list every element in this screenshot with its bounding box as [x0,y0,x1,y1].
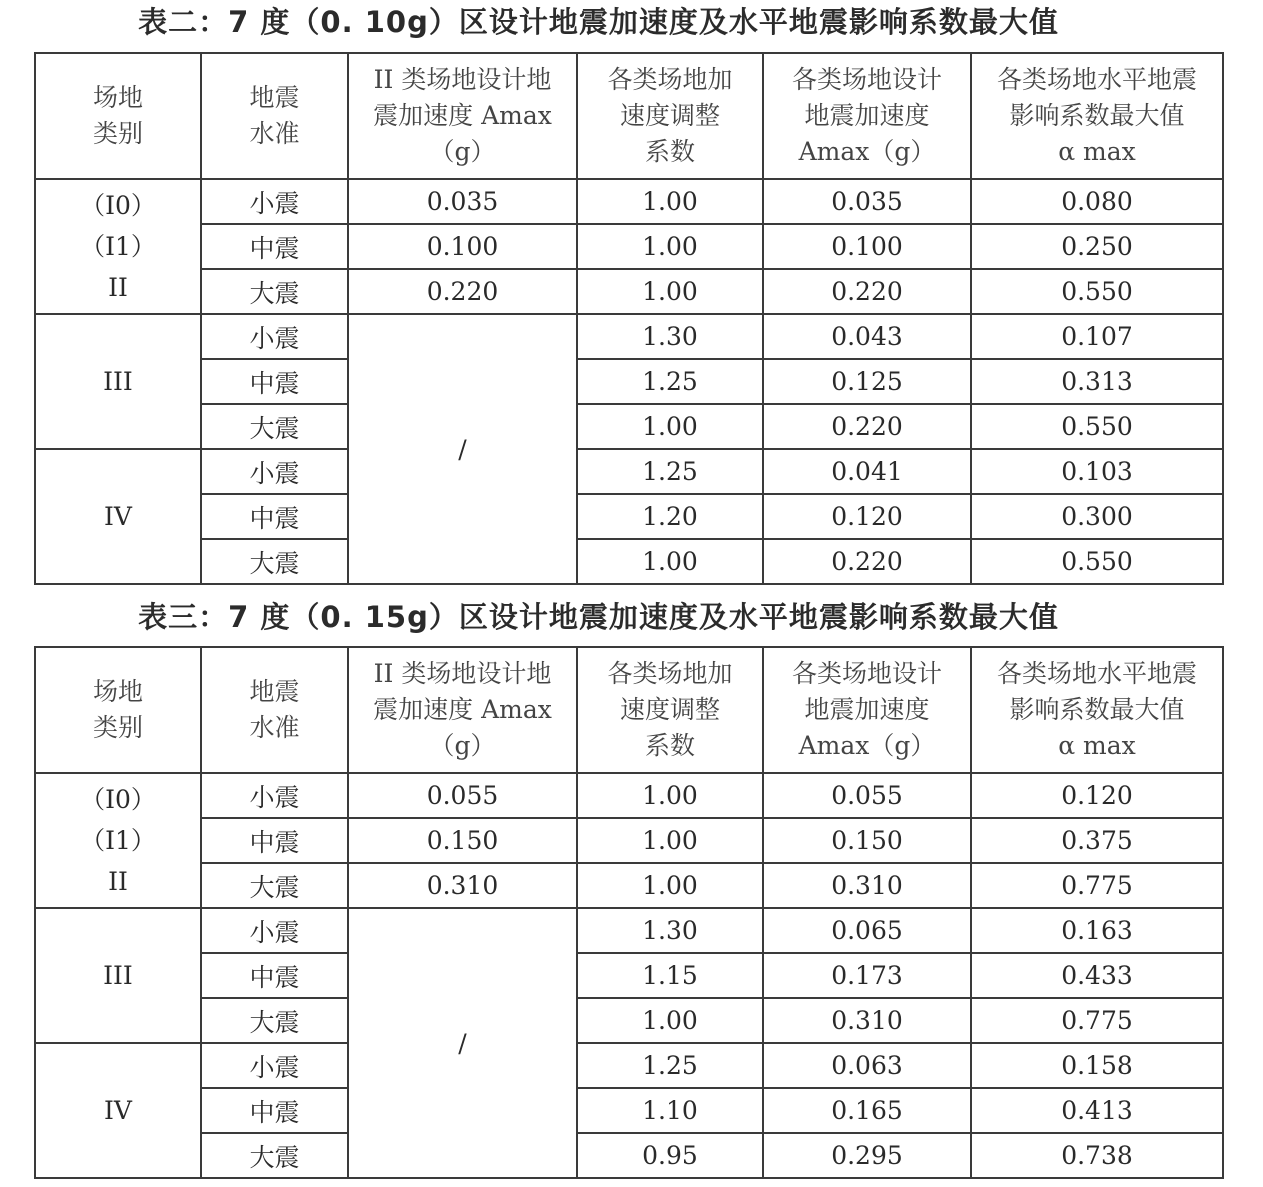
design-amax-cell: 0.125 [763,359,971,404]
alpha-max-cell: 0.738 [971,1133,1223,1178]
design-amax-cell: 0.310 [763,863,971,908]
class2-amax-cell: 0.220 [348,269,577,314]
table-row [35,818,1223,863]
seismic-level-cell: 中震 [201,359,348,404]
site-class-cell: （I0） （I1） II [35,773,201,908]
table-row [35,773,1223,818]
adjust-factor-cell: 1.25 [577,359,763,404]
table-row [35,908,1223,953]
seismic-level-cell: 中震 [201,818,348,863]
alpha-max-cell: 0.775 [971,998,1223,1043]
adjust-factor-cell: 1.15 [577,953,763,998]
design-amax-cell: 0.065 [763,908,971,953]
seismic-level-cell: 大震 [201,539,348,584]
table-row [35,404,1223,449]
alpha-max-cell: 0.107 [971,314,1223,359]
design-amax-cell: 0.035 [763,179,971,224]
table-row [35,224,1223,269]
table-row [35,494,1223,539]
alpha-max-cell: 0.550 [971,539,1223,584]
table-row [35,179,1223,224]
table-row [35,269,1223,314]
seismic-level-cell: 大震 [201,998,348,1043]
adjust-factor-cell: 1.00 [577,224,763,269]
header-design-amax: 各类场地设计 地震加速度 Amax（g） [763,53,971,179]
table-row [35,359,1223,404]
seismic-level-cell: 大震 [201,269,348,314]
seismic-level-cell: 小震 [201,449,348,494]
table-row [35,449,1223,494]
design-amax-cell: 0.120 [763,494,971,539]
adjust-factor-cell: 1.00 [577,998,763,1043]
table-row [35,314,1223,359]
adjust-factor-cell: 1.25 [577,1043,763,1088]
header-row [35,647,1223,773]
site-class-cell: III [35,314,201,449]
design-amax-cell: 0.295 [763,1133,971,1178]
header-alpha-max: 各类场地水平地震 影响系数最大值 α max [971,53,1223,179]
seismic-level-cell: 小震 [201,908,348,953]
site-class-cell: （I0） （I1） II [35,179,201,314]
header-class2-amax: II 类场地设计地 震加速度 Amax （g） [348,53,577,179]
adjust-factor-cell: 1.30 [577,908,763,953]
header-row [35,53,1223,179]
seismic-level-cell: 小震 [201,179,348,224]
class2-amax-cell: 0.035 [348,179,577,224]
adjust-factor-cell: 1.00 [577,863,763,908]
adjust-factor-cell: 1.30 [577,314,763,359]
adjust-factor-cell: 1.00 [577,179,763,224]
alpha-max-cell: 0.413 [971,1088,1223,1133]
table-row [35,539,1223,584]
seismic-level-cell: 大震 [201,863,348,908]
design-amax-cell: 0.041 [763,449,971,494]
alpha-max-cell: 0.375 [971,818,1223,863]
table-row [35,1088,1223,1133]
site-class-cell: IV [35,1043,201,1178]
header-seismic-level: 地震 水准 [201,53,348,179]
adjust-factor-cell: 1.00 [577,539,763,584]
header-alpha-max: 各类场地水平地震 影响系数最大值 α max [971,647,1223,773]
adjust-factor-cell: 1.00 [577,404,763,449]
alpha-max-cell: 0.313 [971,359,1223,404]
adjust-factor-cell: 1.00 [577,818,763,863]
header-adjust-factor: 各类场地加 速度调整 系数 [577,53,763,179]
class2-amax-cell: 0.150 [348,818,577,863]
seismic-level-cell: 中震 [201,1088,348,1133]
alpha-max-cell: 0.250 [971,224,1223,269]
seismic-table [34,646,1224,1179]
site-class-cell: IV [35,449,201,584]
table-row [35,1043,1223,1088]
header-adjust-factor: 各类场地加 速度调整 系数 [577,647,763,773]
site-class-cell: III [35,908,201,1043]
design-amax-cell: 0.150 [763,818,971,863]
adjust-factor-cell: 1.25 [577,449,763,494]
design-amax-cell: 0.173 [763,953,971,998]
table-row [35,1133,1223,1178]
alpha-max-cell: 0.775 [971,863,1223,908]
seismic-level-cell: 小震 [201,773,348,818]
seismic-level-cell: 大震 [201,404,348,449]
table-row [35,863,1223,908]
merged-placeholder-cell: / [348,314,577,584]
header-seismic-level: 地震 水准 [201,647,348,773]
alpha-max-cell: 0.433 [971,953,1223,998]
header-design-amax: 各类场地设计 地震加速度 Amax（g） [763,647,971,773]
merged-placeholder-cell: / [348,908,577,1178]
design-amax-cell: 0.220 [763,404,971,449]
header-site-class: 场地 类别 [35,53,201,179]
table-title: 表二：7 度（0. 10g）区设计地震加速度及水平地震影响系数最大值 [138,5,1059,39]
design-amax-cell: 0.165 [763,1088,971,1133]
class2-amax-cell: 0.100 [348,224,577,269]
alpha-max-cell: 0.300 [971,494,1223,539]
alpha-max-cell: 0.080 [971,179,1223,224]
seismic-table [34,52,1224,585]
design-amax-cell: 0.310 [763,998,971,1043]
design-amax-cell: 0.063 [763,1043,971,1088]
seismic-level-cell: 中震 [201,953,348,998]
adjust-factor-cell: 1.00 [577,269,763,314]
class2-amax-cell: 0.055 [348,773,577,818]
alpha-max-cell: 0.163 [971,908,1223,953]
adjust-factor-cell: 1.20 [577,494,763,539]
seismic-level-cell: 大震 [201,1133,348,1178]
class2-amax-cell: 0.310 [348,863,577,908]
header-class2-amax: II 类场地设计地 震加速度 Amax （g） [348,647,577,773]
adjust-factor-cell: 1.00 [577,773,763,818]
alpha-max-cell: 0.103 [971,449,1223,494]
design-amax-cell: 0.100 [763,224,971,269]
table-row [35,998,1223,1043]
alpha-max-cell: 0.550 [971,404,1223,449]
design-amax-cell: 0.055 [763,773,971,818]
adjust-factor-cell: 1.10 [577,1088,763,1133]
header-site-class: 场地 类别 [35,647,201,773]
seismic-level-cell: 中震 [201,494,348,539]
adjust-factor-cell: 0.95 [577,1133,763,1178]
table-title: 表三：7 度（0. 15g）区设计地震加速度及水平地震影响系数最大值 [138,600,1059,634]
alpha-max-cell: 0.158 [971,1043,1223,1088]
design-amax-cell: 0.220 [763,269,971,314]
design-amax-cell: 0.220 [763,539,971,584]
alpha-max-cell: 0.550 [971,269,1223,314]
alpha-max-cell: 0.120 [971,773,1223,818]
seismic-level-cell: 中震 [201,224,348,269]
table-row [35,953,1223,998]
design-amax-cell: 0.043 [763,314,971,359]
seismic-level-cell: 小震 [201,314,348,359]
seismic-level-cell: 小震 [201,1043,348,1088]
